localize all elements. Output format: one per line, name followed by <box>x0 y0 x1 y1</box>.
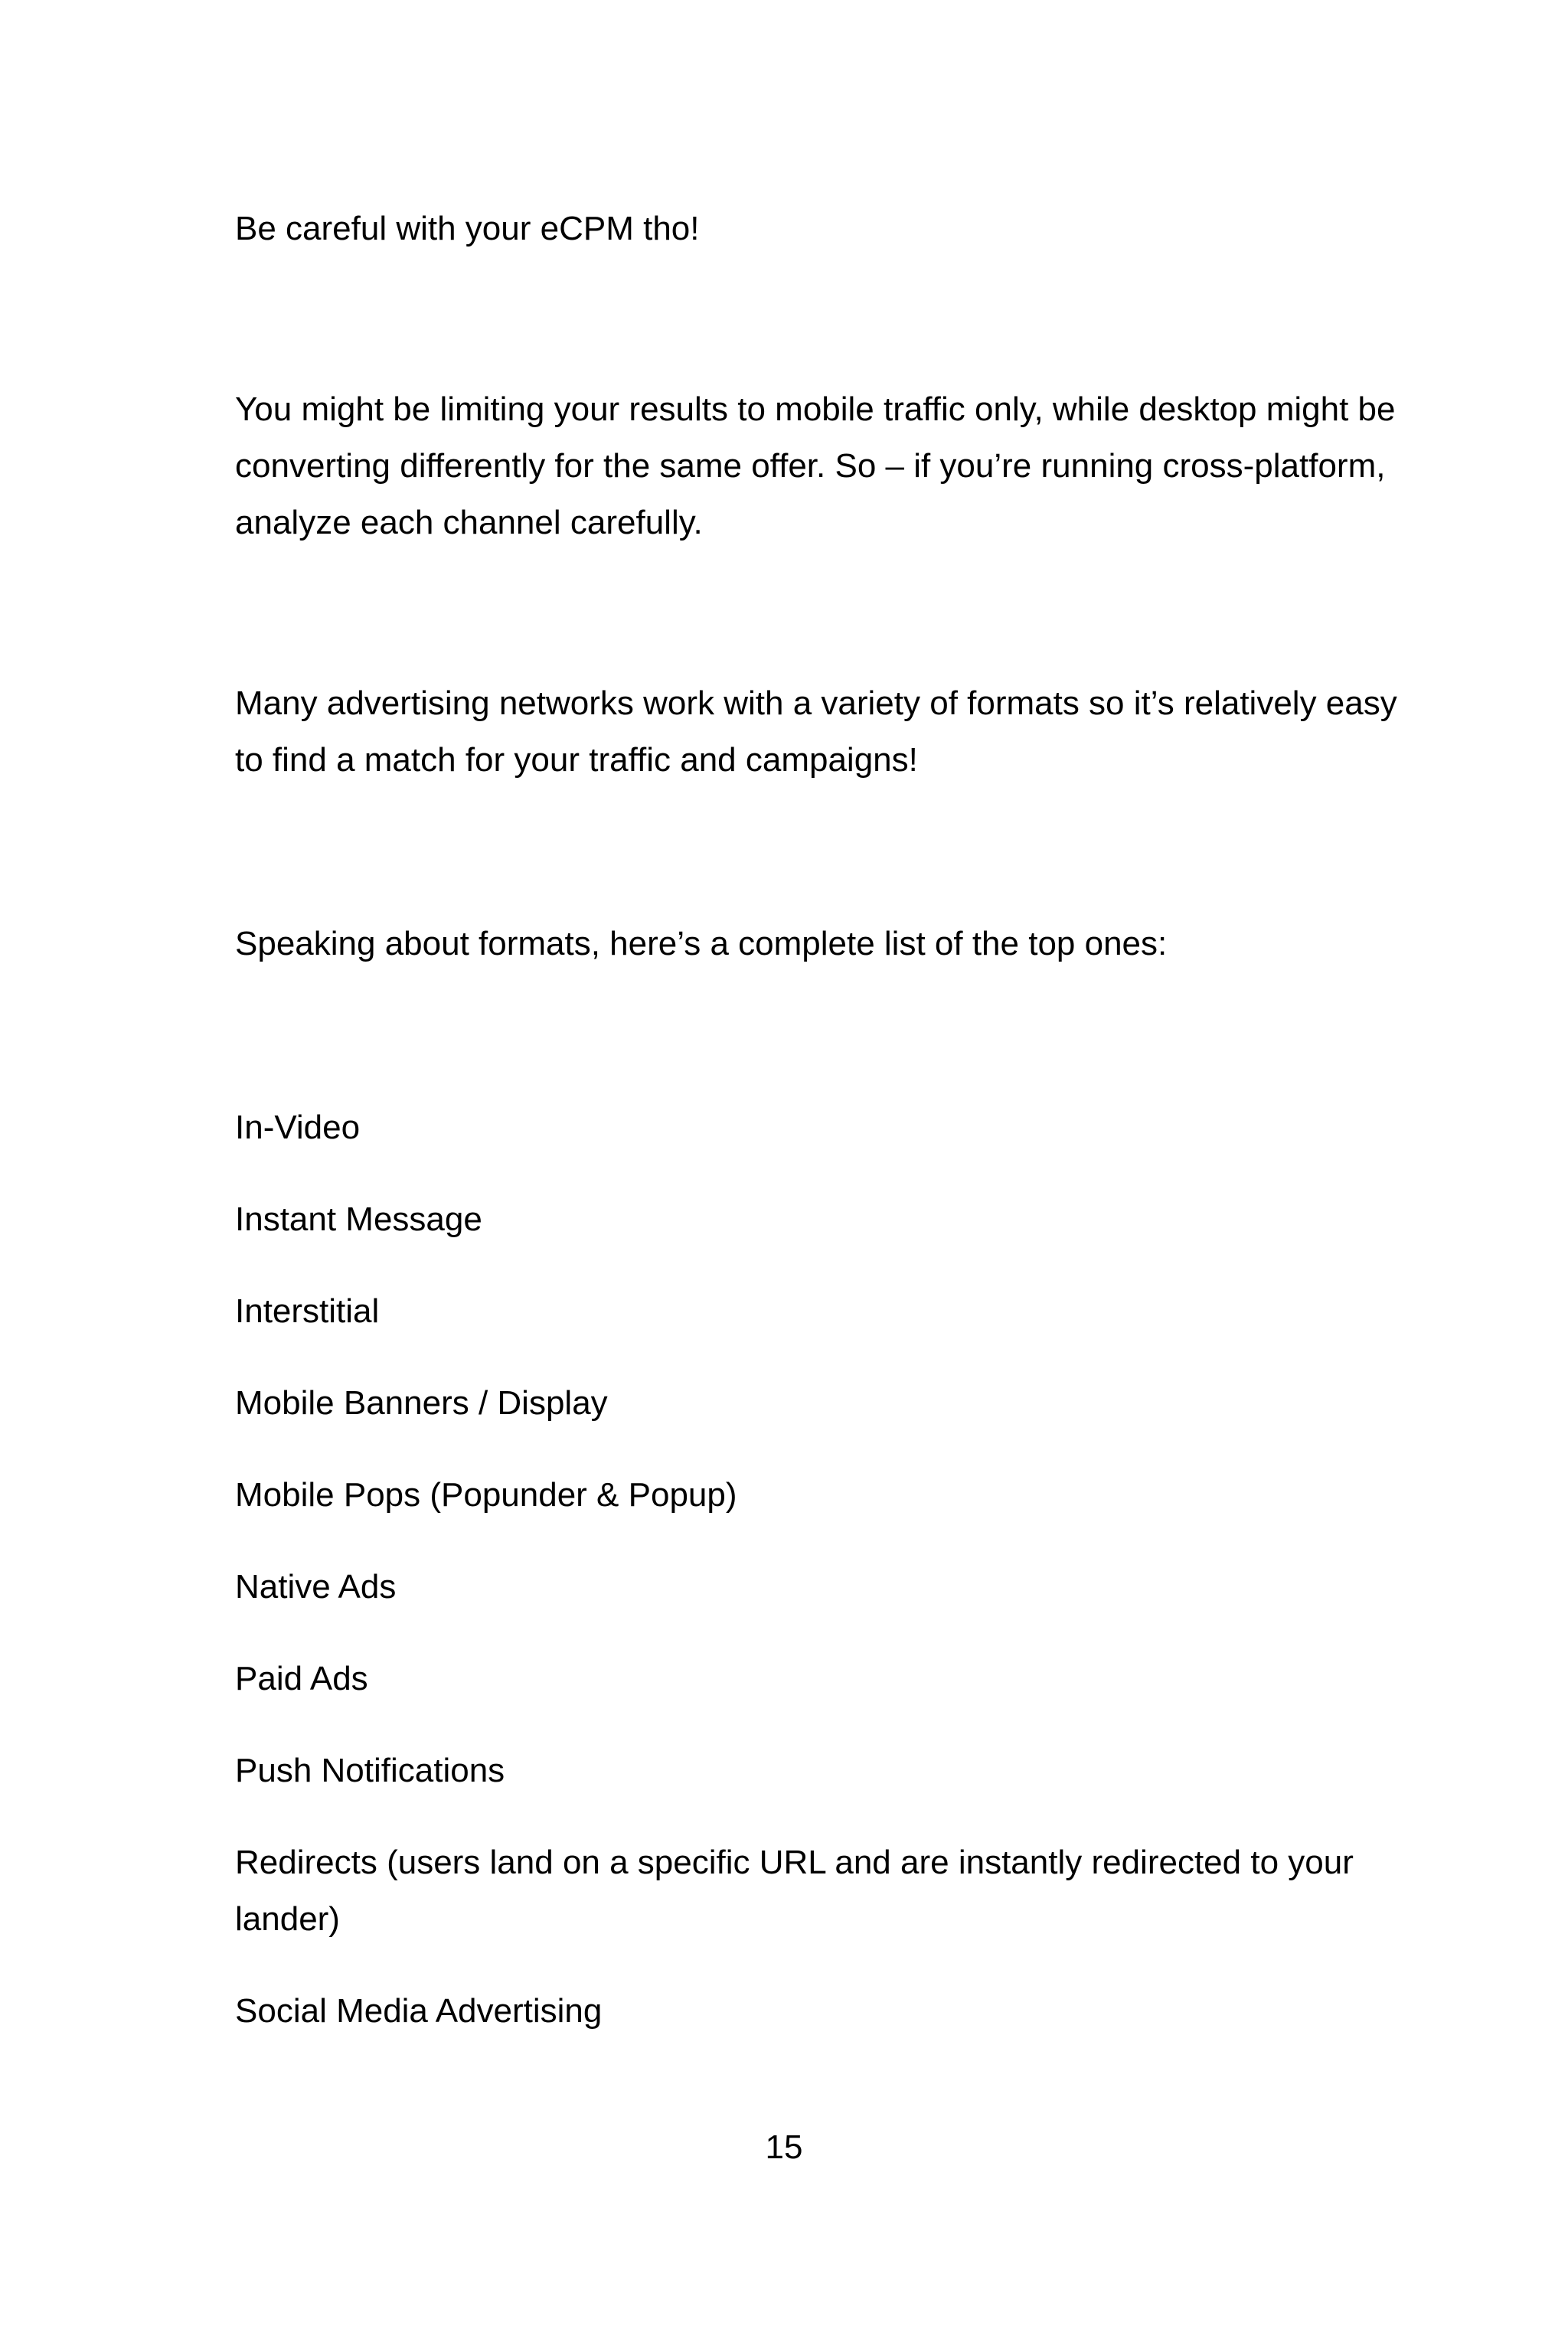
paragraph-ad-networks: Many advertising networks work with a variety of formats so it’s relatively easy to find a match for your traffic and campaigns! <box>235 684 1397 779</box>
page-number: 15 <box>765 2128 803 2166</box>
list-item: In-Video <box>235 1109 361 1146</box>
list-item: Social Media Advertising <box>235 1992 603 2030</box>
formats-list <box>235 1099 1429 2075</box>
list-item: Redirects (users land on a specific URL and are instantly redirected to your lander) <box>235 1844 1354 1938</box>
list-item: Instant Message <box>235 1200 482 1238</box>
paragraph-cross-platform: You might be limiting your results to mobile traffic only, while desktop might be converting differently for the same offer. So – if you’re running cross-platform, analyze each channel carefully. <box>235 390 1396 541</box>
list-item: Mobile Banners / Display <box>235 1384 608 1422</box>
list-item: Native Ads <box>235 1568 397 1606</box>
list-item: Mobile Pops (Popunder & Popup) <box>235 1476 737 1514</box>
list-item: Push Notifications <box>235 1752 505 1789</box>
paragraph-formats-intro: Speaking about formats, here’s a complete list of the top ones: <box>235 925 1168 962</box>
list-item: Paid Ads <box>235 1660 368 1697</box>
list-item: Interstitial <box>235 1292 380 1330</box>
paragraph-ecpm-warning: Be careful with your eCPM tho! <box>235 210 700 247</box>
